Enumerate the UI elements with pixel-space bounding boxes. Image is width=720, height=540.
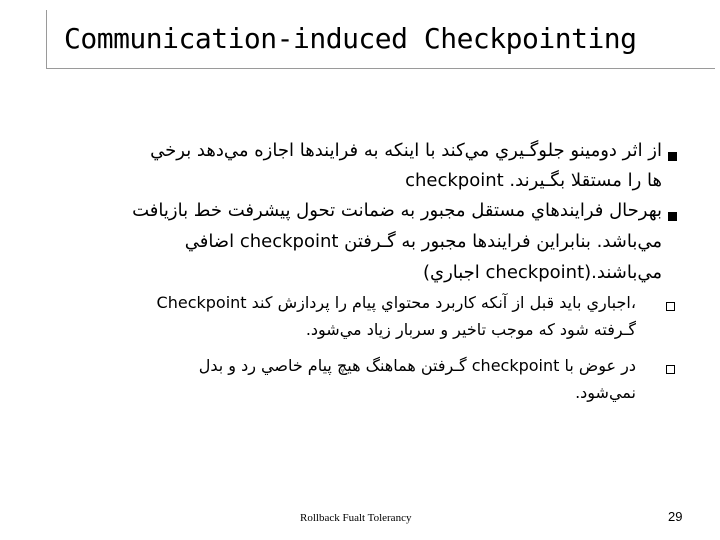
bullet-square-icon <box>668 152 677 161</box>
page-number: 29 <box>668 509 683 524</box>
sub-bullet-1-line-1: Checkpoint اجباري باید قبل از آنکه کاربرد محتواي پیام را پردازش کند، <box>156 293 636 312</box>
sub-bullet-2-line-1: در عوض با checkpoint گـرفتن هماهنگ هیچ پیام خاصي رد و بدل <box>198 356 636 375</box>
footer-title: Rollback Fualt Tolerancy <box>300 512 412 524</box>
bullet-1-line-1: از اثر دومینو جلوگـیري مي‌کند با اینکه به فرایندها اجازه مي‌دهد برخي <box>150 140 662 161</box>
bullet-2-line-3: مي‌باشند.(checkpoint اجباري) <box>422 262 662 283</box>
bullet-square-icon <box>668 212 677 221</box>
bullet-2-line-1: بهرحال فرایندهاي مستقل مجبور به ضمانت تحول پیشرفت خط بازیافت <box>132 200 662 221</box>
sub-bullet-square-icon <box>666 365 675 374</box>
bullet-1-line-2: ها را مستقلا بگـیرند. checkpoint <box>405 170 662 191</box>
sub-bullet-2-line-2: نمي‌شود. <box>575 383 636 402</box>
bullet-2-line-2: مي‌باشد. بنابراین فرایندها مجبور به گـرفتن checkpoint اضافي <box>184 231 662 252</box>
slide-title: Communication-induced Checkpointing <box>64 22 637 55</box>
sub-bullet-1-line-2: گـرفته شود که موجب تاخیر و سربار زیاد مي‌شود. <box>305 320 636 339</box>
sub-bullet-square-icon <box>666 302 675 311</box>
